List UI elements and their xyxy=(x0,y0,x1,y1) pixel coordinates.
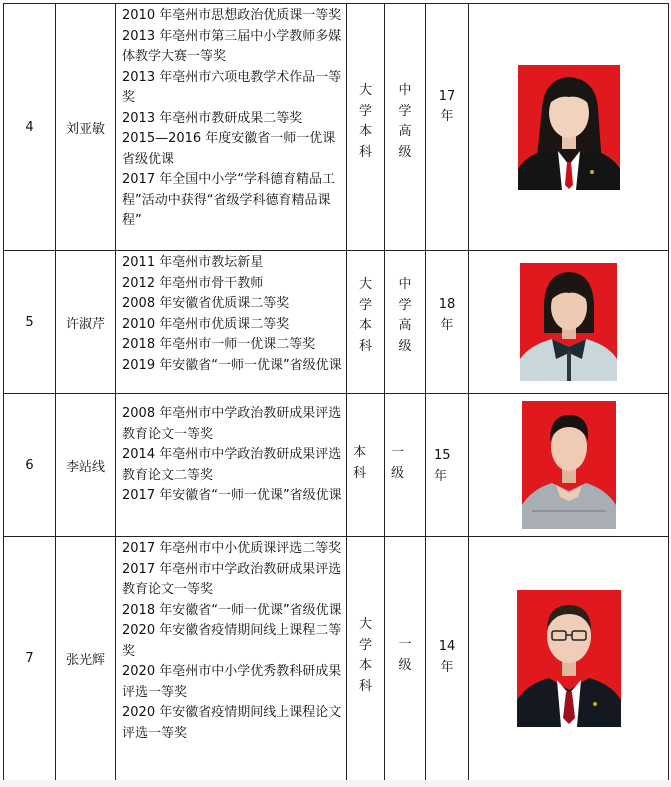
teacher-name: 张光辉 xyxy=(56,537,116,781)
award-item: 2020 年安徽省疫情期间线上课程二等奖 xyxy=(122,623,342,659)
awards-cell xyxy=(116,251,347,394)
award-item: 2011 年亳州市教坛新星 xyxy=(122,255,264,270)
award-item: 2020 年安徽省疫情期间线上课程论文评选一等奖 xyxy=(122,705,342,741)
portrait-man-sweater-image xyxy=(522,401,616,529)
award-item: 2018 年安徽省“一师一优课”省级优课 xyxy=(122,602,342,618)
award-item: 2017 年安徽省“一师一优课”省级优课 xyxy=(122,488,342,503)
award-item: 2010 年亳州市优质课二等奖 xyxy=(122,316,290,332)
teacher-name: 许淑芹 xyxy=(56,251,116,394)
awards-cell xyxy=(116,4,347,251)
title-cell: 中 学 高 级 xyxy=(385,4,426,251)
portrait-woman-sweater-image xyxy=(520,263,617,381)
photo-cell xyxy=(469,394,669,537)
teacher-name: 李站线 xyxy=(56,394,116,537)
award-item: 2012 年亳州市骨干教师 xyxy=(122,275,264,291)
row-number: 7 xyxy=(4,537,56,781)
awards-cell xyxy=(116,537,347,781)
award-item: 2017 年亳州市中小优质课评选二等奖 xyxy=(122,541,342,556)
education-cell: 大 学 本 科 xyxy=(347,537,385,781)
portrait-woman-suit-image xyxy=(518,65,620,190)
photo-cell xyxy=(469,4,669,251)
education-cell: 大 学 本 科 xyxy=(347,4,385,251)
title-cell: 一 级 xyxy=(385,537,426,781)
award-item: 2008 年亳州市中学政治教研成果评选教育论文一等奖 xyxy=(122,406,342,442)
table-row xyxy=(4,394,669,537)
award-item: 2013 年亳州市六项电教学术作品一等奖 xyxy=(122,69,342,105)
years-cell: 15 年 xyxy=(426,394,469,537)
row-number: 4 xyxy=(4,4,56,251)
award-item: 2015—2016 年度安徽省一师一优课省级优课 xyxy=(122,131,336,167)
award-item: 2019 年安徽省“一师一优课”省级优课 xyxy=(122,357,342,373)
row-number: 6 xyxy=(4,394,56,537)
table-row xyxy=(4,251,669,394)
teacher-name: 刘亚敏 xyxy=(56,4,116,251)
education-cell: 大 学 本 科 xyxy=(347,251,385,394)
award-item: 2020 年亳州市中小学优秀教科研成果评选一等奖 xyxy=(122,664,342,700)
awards-cell xyxy=(116,394,347,537)
photo-cell xyxy=(469,537,669,781)
table-row xyxy=(4,4,669,251)
award-item: 2017 年亳州市中学政治教研成果评选教育论文一等奖 xyxy=(122,561,342,597)
years-cell: 18 年 xyxy=(426,251,469,394)
education-cell: 本 科 xyxy=(347,394,385,537)
table-row xyxy=(4,537,669,781)
teacher-table xyxy=(3,3,669,781)
title-cell: 中 学 高 级 xyxy=(385,251,426,394)
years-cell: 14 年 xyxy=(426,537,469,781)
award-item: 2008 年安徽省优质课二等奖 xyxy=(122,296,290,311)
award-item: 2017 年全国中小学“学科德育精品工程”活动中获得“省级学科德育精品课程” xyxy=(122,172,335,228)
row-number: 5 xyxy=(4,251,56,394)
award-item: 2014 年亳州市中学政治教研成果评选教育论文二等奖 xyxy=(122,447,342,483)
page-bottom-edge xyxy=(0,780,671,787)
title-cell: 一 级 xyxy=(385,394,426,537)
portrait-man-suit-image xyxy=(517,590,621,727)
award-item: 2018 年亳州市一师一优课二等奖 xyxy=(122,337,316,352)
photo-cell xyxy=(469,251,669,394)
award-item: 2013 年亳州市第三届中小学教师多媒体教学大赛一等奖 xyxy=(122,28,342,64)
years-cell: 17 年 xyxy=(426,4,469,251)
award-item: 2010 年亳州市思想政治优质课一等奖 xyxy=(122,8,342,23)
award-item: 2013 年亳州市教研成果二等奖 xyxy=(122,110,303,126)
